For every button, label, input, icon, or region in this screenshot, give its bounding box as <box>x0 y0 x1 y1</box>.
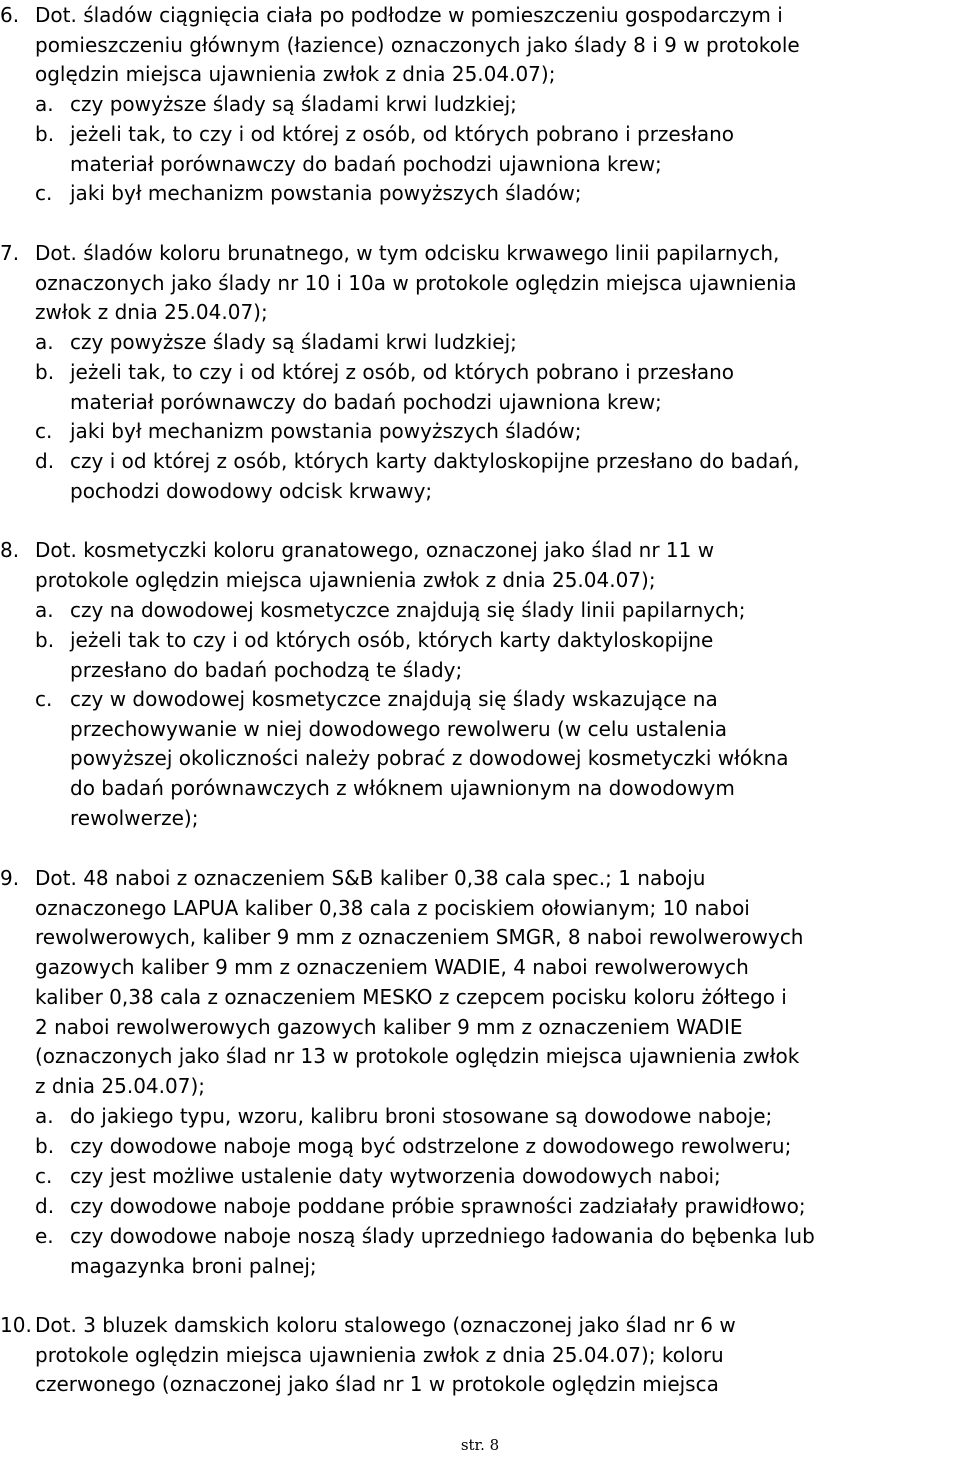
item-text: Dot. kosmetyczki koloru granatowego, oznaczonej jako ślad nr 11 w <box>35 538 715 562</box>
subitem-letter: c. <box>35 687 53 711</box>
subitem-text: rewolwerze); <box>70 805 199 830</box>
subitem-text: jeżeli tak to czy i od których osób, których karty daktyloskopijne <box>70 628 714 652</box>
subitem-letter: b. <box>35 360 55 384</box>
item-text: oględzin miejsca ujawnienia zwłok z dnia 25.04.07); <box>35 62 556 87</box>
item-text: Dot. śladów ciągnięcia ciała po podłodze w pomieszczeniu gospodarczym i <box>35 3 783 27</box>
item-text: gazowych kaliber 9 mm z oznaczeniem WADIE, 4 naboi rewolwerowych <box>35 955 749 980</box>
subitem-text: czy dowodowe naboje poddane próbie sprawności zadziałały prawidłowo; <box>70 1194 806 1218</box>
subitem-text: czy i od której z osób, których karty daktyloskopijne przesłano do badań, <box>70 449 800 473</box>
subitem-letter: c. <box>35 181 53 205</box>
item-text: protokole oględzin miejsca ujawnienia zwłok z dnia 25.04.07); koloru <box>35 1342 724 1367</box>
item-text: z dnia 25.04.07); <box>35 1073 205 1098</box>
subitem-text: czy jest możliwe ustalenie daty wytworzenia dowodowych naboi; <box>70 1164 721 1188</box>
subitem-text: jaki był mechanizm powstania powyższych śladów; <box>70 419 582 443</box>
item-text: protokole oględzin miejsca ujawnienia zwłok z dnia 25.04.07); <box>35 567 656 592</box>
subitem-text: przechowywanie w niej dowodowego rewolweru (w celu ustalenia <box>70 716 728 741</box>
subitem-text: jeżeli tak, to czy i od której z osób, od których pobrano i przesłano <box>70 360 734 384</box>
subitem-text: materiał porównawczy do badań pochodzi ujawniona krew; <box>70 389 662 414</box>
item-text: oznaczonego LAPUA kaliber 0,38 cala z pociskiem ołowianym; 10 naboi <box>35 895 750 920</box>
subitem-letter: a. <box>35 330 54 354</box>
item-number: 9. <box>0 866 20 890</box>
subitem-letter: c. <box>35 1164 53 1188</box>
subitem-text: czy dowodowe naboje mogą być odstrzelone z dowodowego rewolweru; <box>70 1134 792 1158</box>
subitem-letter: a. <box>35 92 54 116</box>
item-text: Dot. śladów koloru brunatnego, w tym odcisku krwawego linii papilarnych, <box>35 241 780 265</box>
subitem-letter: d. <box>35 449 55 473</box>
subitem-text: do badań porównawczych z włóknem ujawnionym na dowodowym <box>70 776 735 801</box>
subitem-letter: c. <box>35 419 53 443</box>
item-text: czerwonego (oznaczonej jako ślad nr 1 w protokole oględzin miejsca <box>35 1372 719 1397</box>
subitem-text: materiał porównawczy do badań pochodzi ujawniona krew; <box>70 151 662 176</box>
page-number: str. 8 <box>460 1436 500 1454</box>
item-text: (oznaczonych jako ślad nr 13 w protokole oględzin miejsca ujawnienia zwłok <box>35 1044 800 1069</box>
item-number: 7. <box>0 241 20 265</box>
item-number: 6. <box>0 3 20 27</box>
item-number: 8. <box>0 538 20 562</box>
item-text: rewolwerowych, kaliber 9 mm z oznaczeniem SMGR, 8 naboi rewolwerowych <box>35 925 804 950</box>
item-text: pomieszczeniu głównym (łazience) oznaczonych jako ślady 8 i 9 w protokole <box>35 32 800 57</box>
item-text: Dot. 48 naboi z oznaczeniem S&B kaliber 0,38 cala spec.; 1 naboju <box>35 866 706 890</box>
item-text: zwłok z dnia 25.04.07); <box>35 300 268 325</box>
subitem-text: czy w dowodowej kosmetyczce znajdują się ślady wskazujące na <box>70 687 718 711</box>
item-text: oznaczonych jako ślady nr 10 i 10a w protokole oględzin miejsca ujawnienia <box>35 270 797 295</box>
subitem-text: przesłano do badań pochodzą te ślady; <box>70 657 463 682</box>
item-text: kaliber 0,38 cala z oznaczeniem MESKO z czepcem pocisku koloru żółtego i <box>35 984 787 1009</box>
subitem-text: do jakiego typu, wzoru, kalibru broni stosowane są dowodowe naboje; <box>70 1104 773 1128</box>
item-text: Dot. 3 bluzek damskich koloru stalowego (oznaczonej jako ślad nr 6 w <box>35 1313 736 1337</box>
subitem-letter: a. <box>35 598 54 622</box>
subitem-text: czy powyższe ślady są śladami krwi ludzkiej; <box>70 92 517 116</box>
subitem-letter: e. <box>35 1224 54 1248</box>
subitem-letter: b. <box>35 628 55 652</box>
subitem-letter: d. <box>35 1194 55 1218</box>
subitem-letter: a. <box>35 1104 54 1128</box>
subitem-letter: b. <box>35 1134 55 1158</box>
item-number: 10. <box>0 1313 32 1337</box>
subitem-text: czy dowodowe naboje noszą ślady uprzedniego ładowania do bębenka lub <box>70 1224 815 1248</box>
subitem-text: czy na dowodowej kosmetyczce znajdują się ślady linii papilarnych; <box>70 598 746 622</box>
subitem-text: czy powyższe ślady są śladami krwi ludzkiej; <box>70 330 517 354</box>
subitem-text: jaki był mechanizm powstania powyższych śladów; <box>70 181 582 205</box>
subitem-text: powyższej okoliczności należy pobrać z dowodowej kosmetyczki włókna <box>70 746 789 771</box>
subitem-text: jeżeli tak, to czy i od której z osób, od których pobrano i przesłano <box>70 122 734 146</box>
subitem-letter: b. <box>35 122 55 146</box>
subitem-text: pochodzi dowodowy odcisk krwawy; <box>70 478 433 503</box>
subitem-text: magazynka broni palnej; <box>70 1253 317 1278</box>
item-text: 2 naboi rewolwerowych gazowych kaliber 9 mm z oznaczeniem WADIE <box>35 1014 743 1039</box>
